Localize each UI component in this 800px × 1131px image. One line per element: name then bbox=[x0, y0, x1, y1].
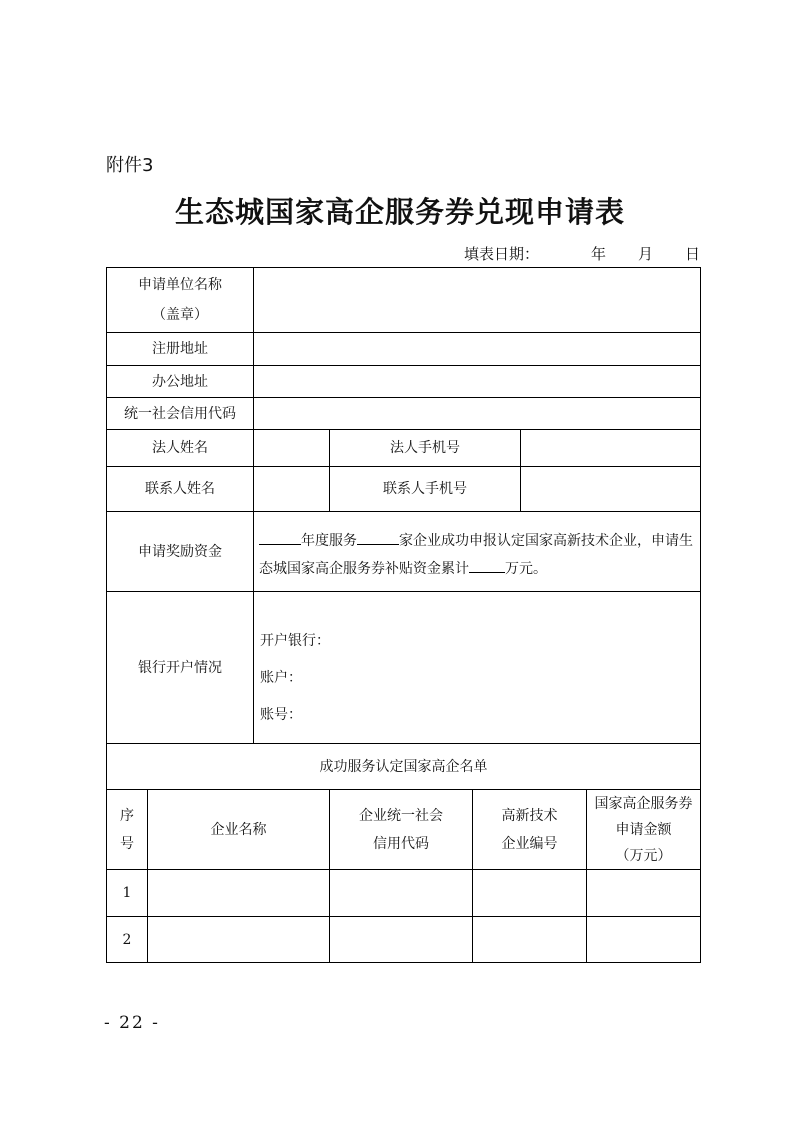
legal-rep-phone-label: 法人手机号 bbox=[390, 440, 460, 456]
row-2-amount-field[interactable] bbox=[587, 917, 700, 962]
row-1-hitech-field[interactable] bbox=[473, 870, 586, 916]
bank-label: 银行开户情况 bbox=[138, 659, 222, 676]
reward-year-blank[interactable] bbox=[259, 530, 301, 545]
legal-rep-phone-field[interactable] bbox=[521, 430, 700, 466]
account-no-label[interactable]: 账号： bbox=[260, 707, 302, 723]
col-hitech-text-2: 企业编号 bbox=[501, 835, 558, 852]
col-hitech-header bbox=[473, 790, 586, 869]
day-label: 日 bbox=[684, 245, 700, 263]
form-title: 生态城国家高企服务券兑现申请表 bbox=[174, 195, 625, 229]
row-2-hitech-field[interactable] bbox=[473, 917, 586, 962]
year-label: 年 bbox=[590, 245, 606, 263]
reward-label: 申请奖励资金 bbox=[138, 543, 222, 560]
contact-phone-label: 联系人手机号 bbox=[383, 481, 467, 497]
bank-name-label[interactable]: 开户银行： bbox=[260, 633, 330, 649]
reward-amount-blank[interactable] bbox=[469, 558, 505, 573]
col-company-header: 企业名称 bbox=[210, 821, 267, 838]
row-2-credit-field[interactable] bbox=[330, 917, 472, 962]
col-seq-text-1: 序 bbox=[120, 807, 134, 824]
reward-count-blank[interactable] bbox=[357, 530, 399, 545]
row-1-credit-field[interactable] bbox=[330, 870, 472, 916]
contact-name-label: 联系人姓名 bbox=[145, 481, 215, 497]
annex-label: 附件3 bbox=[106, 155, 154, 176]
bank-details bbox=[260, 623, 330, 734]
col-amount-header bbox=[587, 790, 700, 869]
col-credit-header bbox=[330, 790, 472, 869]
col-amount-text-1: 国家高企服务券 bbox=[594, 795, 693, 812]
col-seq-text-2: 号 bbox=[120, 835, 134, 852]
row-seq-2: 2 bbox=[122, 931, 132, 948]
fill-date-label: 填表日期： bbox=[463, 245, 539, 263]
office-address-label: 办公地址 bbox=[152, 373, 208, 390]
office-address-field[interactable] bbox=[254, 366, 700, 397]
col-credit-text-1: 企业统一社会 bbox=[359, 807, 443, 824]
reward-text-4: 万元。 bbox=[505, 561, 547, 577]
legal-rep-name-field[interactable] bbox=[254, 430, 329, 466]
col-hitech-text-1: 高新技术 bbox=[501, 807, 558, 824]
col-seq-header bbox=[107, 790, 147, 869]
reward-text-2: 家企业成功申报认定国家高新技术企业，申请生 bbox=[399, 533, 693, 549]
row-seq-1: 1 bbox=[122, 885, 132, 901]
reward-statement bbox=[259, 527, 699, 583]
row-1-company-field[interactable] bbox=[148, 870, 329, 916]
legal-rep-name-label: 法人姓名 bbox=[152, 440, 208, 456]
reward-text-1: 年度服务 bbox=[301, 533, 357, 549]
applicant-name-field[interactable] bbox=[254, 268, 700, 332]
credit-code-label: 统一社会信用代码 bbox=[124, 405, 236, 422]
contact-phone-field[interactable] bbox=[521, 467, 700, 511]
list-title: 成功服务认定国家高企名单 bbox=[319, 758, 488, 775]
row-1-amount-field[interactable] bbox=[587, 870, 700, 916]
applicant-name-label: 申请单位名称 bbox=[138, 277, 222, 293]
fill-date-line bbox=[464, 243, 700, 264]
credit-code-field[interactable] bbox=[254, 398, 700, 429]
registered-address-field[interactable] bbox=[254, 333, 700, 365]
col-amount-text-2: 申请金额 bbox=[615, 821, 672, 838]
account-name-label[interactable]: 账户： bbox=[260, 670, 302, 686]
row-2-company-field[interactable] bbox=[148, 917, 329, 962]
month-label: 月 bbox=[637, 245, 653, 263]
reward-text-3: 态城国家高企服务券补贴资金累计 bbox=[259, 561, 469, 577]
applicant-name-label-cell bbox=[107, 268, 253, 332]
applicant-seal-label: （盖章） bbox=[152, 307, 208, 323]
page-number: - 22 - bbox=[104, 1013, 160, 1033]
col-credit-text-2: 信用代码 bbox=[373, 835, 429, 852]
col-amount-text-3: （万元） bbox=[615, 847, 672, 864]
registered-address-label: 注册地址 bbox=[152, 341, 208, 357]
contact-name-field[interactable] bbox=[254, 467, 329, 511]
